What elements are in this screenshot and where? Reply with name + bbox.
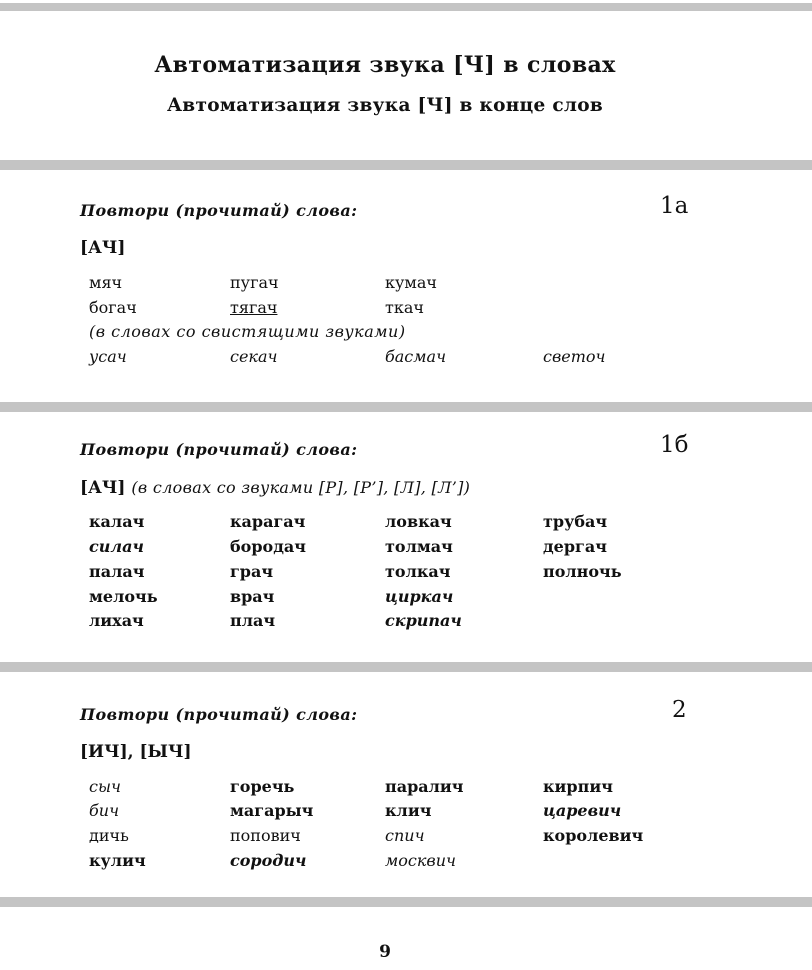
word-row (0, 562, 812, 587)
top-divider (0, 3, 812, 11)
page-number: 9 (379, 942, 391, 962)
word: кирпич (543, 777, 613, 796)
word: бородач (230, 537, 306, 556)
word: тягач (230, 298, 278, 317)
word: сыч (89, 777, 121, 796)
word: спич (385, 826, 425, 845)
sound-heading: [АЧ] (80, 238, 126, 258)
word-row (0, 611, 812, 636)
word-row (0, 512, 812, 537)
word: москвич (385, 851, 456, 870)
page-subtitle: Автоматизация звука [Ч] в конце слов (166, 95, 604, 116)
word: магарыч (230, 801, 314, 820)
word: толкач (385, 562, 451, 581)
word: кулич (89, 851, 146, 870)
exercise-number: 1б (660, 432, 689, 458)
word: дергач (543, 537, 607, 556)
word: горечь (230, 777, 295, 796)
word: толмач (385, 537, 453, 556)
word: ткач (385, 298, 424, 317)
word: врач (230, 587, 275, 606)
word: мелочь (89, 587, 158, 606)
exercise-number: 1а (660, 193, 689, 219)
sound-heading: [АЧ] (в словах со звуками [Р], [Р’], [Л], [Л’]) (80, 478, 471, 498)
word: сородич (230, 851, 307, 870)
exercise-instruction: Повтори (прочитай) слова: (80, 440, 358, 459)
exercise-number: 2 (672, 697, 687, 723)
word: богач (89, 298, 137, 317)
section-divider (0, 160, 812, 170)
word: королевич (543, 826, 644, 845)
word: полночь (543, 562, 622, 581)
exercise-instruction: Повтори (прочитай) слова: (80, 705, 358, 724)
word-row (0, 851, 812, 876)
exercise-instruction: Повтори (прочитай) слова: (80, 201, 358, 220)
word-row (0, 347, 812, 372)
word: пугач (230, 273, 279, 292)
word-row (0, 777, 812, 802)
word-row (0, 298, 812, 323)
word: царевич (543, 801, 622, 820)
word: кумач (385, 273, 437, 292)
section-divider (0, 897, 812, 907)
word: силач (89, 537, 144, 556)
word: карагач (230, 512, 306, 531)
word-group-note (0, 322, 812, 347)
page-title: Автоматизация звука [Ч] в словах (154, 52, 616, 78)
word: клич (385, 801, 432, 820)
word: плач (230, 611, 276, 630)
word: дичь (89, 826, 129, 845)
word: секач (230, 347, 278, 366)
word: усач (89, 347, 127, 366)
note-text: (в словах со свистящими звуками) (89, 322, 406, 341)
section-divider (0, 662, 812, 672)
word-row (0, 826, 812, 851)
word: светоч (543, 347, 606, 366)
word: бич (89, 801, 120, 820)
word: грач (230, 562, 274, 581)
word: калач (89, 512, 145, 531)
word-row (0, 587, 812, 612)
word-row (0, 273, 812, 298)
word-row (0, 537, 812, 562)
word: скрипач (385, 611, 462, 630)
word: ловкач (385, 512, 452, 531)
word: попович (230, 826, 301, 845)
word: басмач (385, 347, 447, 366)
word-row (0, 801, 812, 826)
word: палач (89, 562, 145, 581)
sound-heading: [ИЧ], [ЫЧ] (80, 742, 192, 762)
section-divider (0, 402, 812, 412)
word: трубач (543, 512, 608, 531)
word: паралич (385, 777, 464, 796)
word: циркач (385, 587, 454, 606)
word: лихач (89, 611, 144, 630)
word: мяч (89, 273, 123, 292)
